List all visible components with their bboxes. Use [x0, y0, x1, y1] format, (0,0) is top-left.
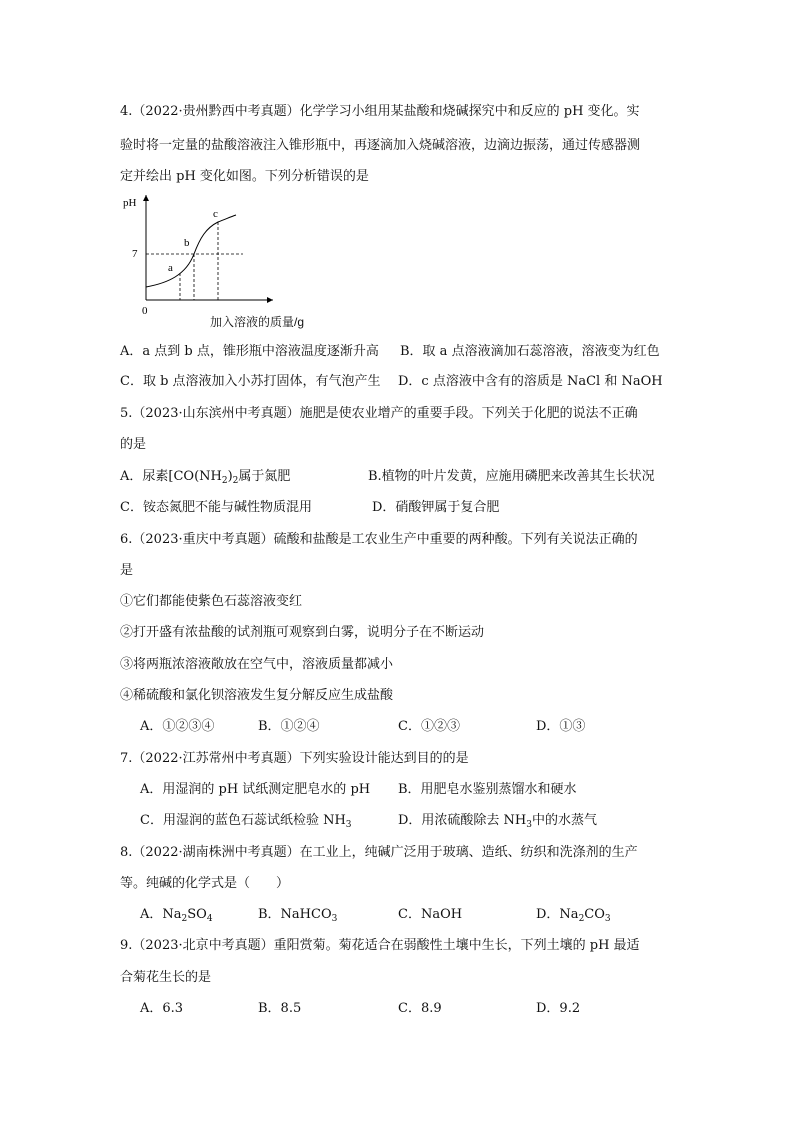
y-tick-7: 7 [132, 248, 138, 260]
q5-option-c: C．铵态氮肥不能与碱性物质混用 [120, 500, 312, 515]
q7-option-c-sub: 3 [345, 820, 352, 830]
q7-stem-line1: 7.（2022·江苏常州中考真题）下列实验设计能达到目的的是 [120, 751, 469, 766]
q8-option-d-sub2: 3 [604, 914, 611, 924]
q9-option-a: A．6.3 [140, 1001, 184, 1016]
q7-option-d [398, 812, 597, 830]
point-a-label: a [168, 262, 173, 274]
y-axis-label: pH [123, 197, 137, 209]
origin-label: 0 [142, 305, 148, 317]
q9-option-c: C．8.9 [398, 1001, 442, 1016]
q6-option-c: C．①②③ [398, 719, 460, 734]
q4-option-b: B．取 a 点溶液滴加石蕊溶液，溶液变为红色 [400, 344, 660, 359]
q8-option-a-pre: A．Na [140, 907, 182, 922]
q7-option-d-post: 中的水蒸气 [532, 813, 598, 828]
q6-statement-1: ①它们都能使紫色石蕊溶液变红 [120, 594, 303, 609]
q8-option-c: C．NaOH [398, 907, 463, 922]
q4-option-a: A．a 点到 b 点，锥形瓶中溶液温度逐渐升高 [120, 344, 379, 359]
q5-option-d: D．硝酸钾属于复合肥 [372, 500, 500, 515]
q7-option-a: A．用湿润的 pH 试纸测定肥皂水的 pH [140, 782, 371, 797]
q7-option-b: B．用肥皂水鉴别蒸馏水和硬水 [398, 782, 577, 797]
q5-stem-line1: 5.（2023·山东滨州中考真题）施肥是使农业增产的重要手段。下列关于化肥的说法不正确 [120, 406, 638, 421]
q8-stem-line1: 8.（2022·湖南株洲中考真题）在工业上，纯碱广泛用于玻璃、造纸、纺织和洗涤剂的生产 [120, 845, 638, 860]
q6-statement-4: ④稀硫酸和氯化钡溶液发生复分解反应生成盐酸 [120, 688, 394, 703]
q7-option-c [140, 812, 352, 830]
q6-stem-line2: 是 [120, 563, 134, 578]
q8-option-a-mid: SO [187, 907, 207, 922]
q6-statement-2: ②打开盛有浓盐酸的试剂瓶可观察到白雾，说明分子在不断运动 [120, 625, 485, 640]
q5-option-a-sub2: 2 [232, 476, 239, 486]
q9-stem-line2: 合菊花生长的是 [120, 970, 212, 985]
q4-stem-line3: 定并绘出 pH 变化如图。下列分析错误的是 [120, 169, 369, 184]
q6-stem-line1: 6.（2023·重庆中考真题）硫酸和盐酸是工农业生产中重要的两种酸。下列有关说法正确的 [120, 532, 638, 547]
q4-option-c: C．取 b 点溶液加入小苏打固体，有气泡产生 [120, 374, 381, 389]
q8-option-a-sub2: 4 [206, 914, 213, 924]
q8-option-b [258, 906, 337, 924]
q5-option-a-sub1: 2 [221, 476, 228, 486]
q6-option-a: A．①②③④ [140, 719, 215, 734]
q7-option-d-sub: 3 [526, 820, 533, 830]
q5-option-b: B.植物的叶片发黄，应施用磷肥来改善其生长状况 [368, 469, 655, 484]
q8-option-d-pre: D．Na [536, 907, 579, 922]
q7-option-c-text: C．用湿润的蓝色石蕊试纸检验 NH [140, 813, 346, 828]
ph-curve [146, 215, 236, 287]
q5-option-a-pre: A．尿素[CO(NH [120, 469, 222, 484]
point-b-label: b [184, 237, 190, 249]
q5-option-a [120, 468, 290, 486]
q4-option-d: D．c 点溶液中含有的溶质是 NaCl 和 NaOH [398, 374, 663, 389]
q9-option-d: D．9.2 [536, 1001, 581, 1016]
q8-option-b-pre: B．NaHCO [258, 907, 332, 922]
q8-option-d-mid: CO [584, 907, 605, 922]
q6-statement-3: ③将两瓶浓溶液敞放在空气中，溶液质量都减小 [120, 657, 394, 672]
q8-option-d-sub1: 2 [578, 914, 585, 924]
q9-stem-line1: 9.（2023·北京中考真题）重阳赏菊。菊花适合在弱酸性土壤中生长，下列土壤的 pH 最适 [120, 938, 640, 953]
q8-option-b-sub: 3 [331, 914, 338, 924]
q5-option-a-mid: ) [227, 469, 233, 484]
q8-option-d [536, 906, 611, 924]
q6-option-b: B．①②④ [258, 719, 320, 734]
q9-option-b: B．8.5 [258, 1001, 302, 1016]
q5-option-a-post: 属于氮肥 [238, 469, 291, 484]
q8-stem-line2: 等。纯碱的化学式是（ ） [120, 876, 290, 891]
x-axis-label: 加入溶液的质量/g [210, 315, 305, 329]
q6-option-d: D．①③ [536, 719, 586, 734]
point-c-label: c [213, 208, 218, 220]
q4-stem-line2: 验时将一定量的盐酸溶液注入锥形瓶中，再逐滴加入烧碱溶液，边滴边振荡，通过传感器测 [120, 138, 641, 153]
q4-stem-line1: 4.（2022·贵州黔西中考真题）化学学习小组用某盐酸和烧碱探究中和反应的 pH 变化。实 [120, 104, 640, 119]
q5-stem-line2: 的是 [120, 437, 147, 452]
q7-option-d-pre: D．用浓硫酸除去 NH [398, 813, 527, 828]
q8-option-a-sub1: 2 [181, 914, 188, 924]
q8-option-a [140, 906, 213, 924]
